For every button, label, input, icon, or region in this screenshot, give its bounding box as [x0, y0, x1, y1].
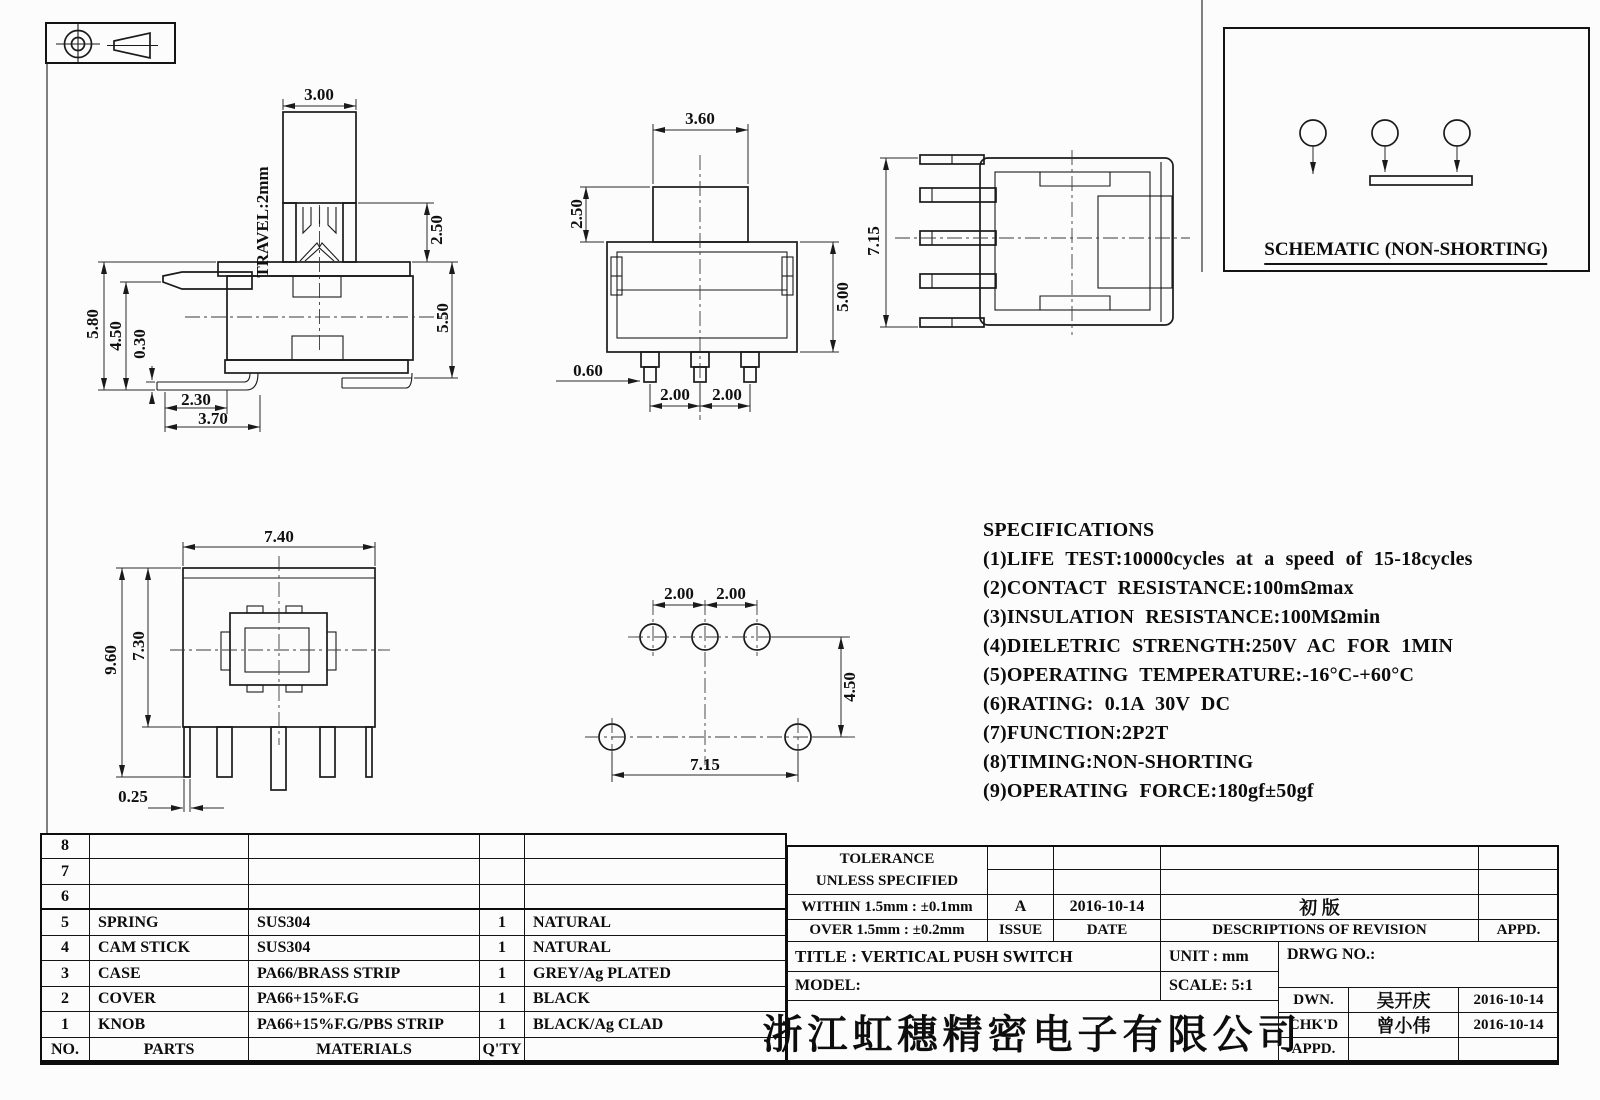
- parts-row-name: SPRING: [89, 909, 249, 936]
- parts-row-qty: 1: [479, 1011, 525, 1038]
- parts-row-name: KNOB: [89, 1011, 249, 1038]
- parts-row-material: [248, 833, 480, 859]
- spec-line: (1)LIFE TEST:10000cycles at a speed of 15-18cycles: [983, 548, 1473, 570]
- tolerance-cell: [786, 845, 988, 895]
- table-bottom-border: [40, 1062, 1559, 1065]
- spec-line: (4)DIELETRIC STRENGTH:250V AC FOR 1MIN: [983, 635, 1454, 657]
- parts-row-material: SUS304: [248, 935, 480, 961]
- scale-cell: SCALE: 5:1: [1160, 971, 1279, 1001]
- dwn-label: DWN.: [1278, 987, 1349, 1013]
- dim-v4-total-height: 9.60: [101, 645, 120, 675]
- revision-desc-header: DESCRIPTIONS OF REVISION: [1160, 919, 1479, 942]
- tolerance-within: WITHIN 1.5mm : ±0.1mm: [786, 894, 988, 920]
- spec-line: (8)TIMING:NON-SHORTING: [983, 751, 1254, 773]
- dim-v2-body-height: 5.00: [833, 282, 852, 312]
- dim-v1-travel: TRAVEL:2mm: [253, 166, 272, 278]
- tolerance-title: TOLERANCE: [839, 851, 935, 867]
- parts-header-finish: [524, 1037, 787, 1062]
- view-top: [116, 542, 390, 812]
- dim-v1-knob-height: 2.50: [427, 215, 446, 245]
- parts-row-finish: NATURAL: [524, 935, 787, 961]
- view-pcb-layout: [585, 600, 855, 782]
- revision-issue-empty: [987, 845, 1054, 870]
- dim-v2-pitch-right: 2.00: [712, 385, 742, 404]
- spec-line: (2)CONTACT RESISTANCE:100mΩmax: [983, 577, 1354, 599]
- spec-line: (3)INSULATION RESISTANCE:100MΩmin: [983, 606, 1381, 628]
- parts-row-no: 3: [40, 960, 90, 987]
- parts-row-finish: [524, 884, 787, 910]
- chkd-name: 曾小伟: [1348, 1012, 1459, 1038]
- spec-line: (6)RATING: 0.1A 30V DC: [983, 693, 1231, 715]
- parts-row-qty: [479, 833, 525, 859]
- revision-desc-empty: [1160, 869, 1479, 895]
- model-cell: MODEL:: [786, 971, 1161, 1001]
- spec-line: (9)OPERATING FORCE:180gf±50gf: [983, 780, 1314, 802]
- parts-row-material: PA66/BRASS STRIP: [248, 960, 480, 987]
- revision-issue-empty: [987, 869, 1054, 895]
- schematic-caption: SCHEMATIC (NON-SHORTING): [1264, 239, 1547, 265]
- dwn-date: 2016-10-14: [1458, 987, 1559, 1013]
- revision-appd-header: APPD.: [1478, 919, 1559, 942]
- dim-v1-pin-height: 4.50: [106, 321, 125, 351]
- appd-name-empty: [1348, 1037, 1459, 1062]
- parts-row-no: 7: [40, 858, 90, 885]
- parts-row-material: [248, 858, 480, 885]
- parts-row-finish: [524, 858, 787, 885]
- dim-v4-inner-height: 7.30: [129, 631, 148, 661]
- parts-header-qty: Q'TY: [479, 1037, 525, 1062]
- parts-row-no: 6: [40, 884, 90, 910]
- parts-row-name: [89, 833, 249, 859]
- revision-date-value: 2016-10-14: [1053, 894, 1161, 920]
- parts-row-qty: [479, 858, 525, 885]
- dim-v5-row-gap: 4.50: [840, 672, 859, 702]
- tolerance-over: OVER 1.5mm : ±0.2mm: [786, 919, 988, 942]
- dim-v1-lip: 0.30: [130, 329, 149, 359]
- dim-v5-pitch-right: 2.00: [716, 584, 746, 603]
- parts-row-no: 5: [40, 909, 90, 936]
- dim-v1-foot-inner: 2.30: [181, 390, 211, 409]
- parts-row-qty: 1: [479, 986, 525, 1012]
- parts-row-qty: 1: [479, 935, 525, 961]
- dwn-name: 吴开庆: [1348, 987, 1459, 1013]
- dim-v2-knob-width: 3.60: [685, 109, 715, 128]
- parts-row-finish: BLACK/Ag CLAD: [524, 1011, 787, 1038]
- appd-date-empty: [1458, 1037, 1559, 1062]
- parts-row-finish: GREY/Ag PLATED: [524, 960, 787, 987]
- drwg-no-cell: DRWG NO.:: [1278, 941, 1559, 988]
- chkd-date: 2016-10-14: [1458, 1012, 1559, 1038]
- parts-row-name: [89, 884, 249, 910]
- parts-row-no: 4: [40, 935, 90, 961]
- projection-symbol-box: [45, 22, 176, 64]
- dim-v1-total-height: 5.80: [83, 309, 102, 339]
- dim-v5-span: 7.15: [690, 755, 720, 774]
- revision-desc-empty: [1160, 845, 1479, 870]
- specifications-title: SPECIFICATIONS: [983, 519, 1155, 541]
- dim-v1-width: 3.00: [304, 85, 334, 104]
- dim-v2-knob-height: 2.50: [567, 199, 586, 229]
- parts-header-parts: PARTS: [89, 1037, 249, 1062]
- parts-row-material: SUS304: [248, 909, 480, 936]
- tolerance-sub: UNLESS SPECIFIED: [815, 873, 959, 889]
- parts-row-qty: 1: [479, 960, 525, 987]
- dim-v2-pin-offset: 0.60: [573, 361, 603, 380]
- parts-row-material: PA66+15%F.G: [248, 986, 480, 1012]
- spec-line: (7)FUNCTION:2P2T: [983, 722, 1169, 744]
- dim-v2-pitch-left: 2.00: [660, 385, 690, 404]
- parts-row-no: 1: [40, 1011, 90, 1038]
- company-name: 浙江虹穗精密电子有限公司: [786, 1000, 1279, 1062]
- parts-header-materials: MATERIALS: [248, 1037, 480, 1062]
- parts-row-no: 8: [40, 833, 90, 859]
- parts-row-name: [89, 858, 249, 885]
- parts-row-material: PA66+15%F.G/PBS STRIP: [248, 1011, 480, 1038]
- parts-header-no: NO.: [40, 1037, 90, 1062]
- parts-row-name: CASE: [89, 960, 249, 987]
- dim-v1-foot-outer: 3.70: [198, 409, 228, 428]
- revision-appd-empty: [1478, 845, 1559, 870]
- dim-v4-pin: 0.25: [118, 787, 148, 806]
- view-side-section: [98, 99, 458, 432]
- parts-row-material: [248, 884, 480, 910]
- parts-row-qty: 1: [479, 909, 525, 936]
- parts-row-qty: [479, 884, 525, 910]
- unit-cell: UNIT : mm: [1160, 941, 1279, 972]
- dim-v5-pitch-left: 2.00: [664, 584, 694, 603]
- specifications-block: [983, 516, 1473, 806]
- dim-v4-width: 7.40: [264, 527, 294, 546]
- dim-v3-height: 7.15: [864, 226, 883, 256]
- appd-label: APPD.: [1278, 1037, 1349, 1062]
- revision-appd-empty: [1478, 869, 1559, 895]
- revision-date-label: DATE: [1053, 919, 1161, 942]
- parts-row-name: COVER: [89, 986, 249, 1012]
- revision-appd-empty: [1478, 894, 1559, 920]
- chkd-label: CHK'D: [1278, 1012, 1349, 1038]
- title-cell: TITLE : VERTICAL PUSH SWITCH: [786, 941, 1161, 972]
- view-side-pins: [880, 150, 1190, 335]
- revision-date-empty: [1053, 845, 1161, 870]
- revision-issue-label: ISSUE: [987, 919, 1054, 942]
- schematic-box: [1223, 27, 1590, 272]
- parts-row-finish: NATURAL: [524, 909, 787, 936]
- parts-row-finish: BLACK: [524, 986, 787, 1012]
- spec-line: (5)OPERATING TEMPERATURE:-16°C-+60°C: [983, 664, 1415, 686]
- revision-date-empty: [1053, 869, 1161, 895]
- parts-row-finish: [524, 833, 787, 859]
- revision-issue-value: A: [987, 894, 1054, 920]
- revision-desc-value: 初 版: [1160, 894, 1479, 920]
- parts-row-name: CAM STICK: [89, 935, 249, 961]
- parts-table-divider: [40, 908, 787, 910]
- dim-v1-body-height: 5.50: [433, 303, 452, 333]
- parts-row-no: 2: [40, 986, 90, 1012]
